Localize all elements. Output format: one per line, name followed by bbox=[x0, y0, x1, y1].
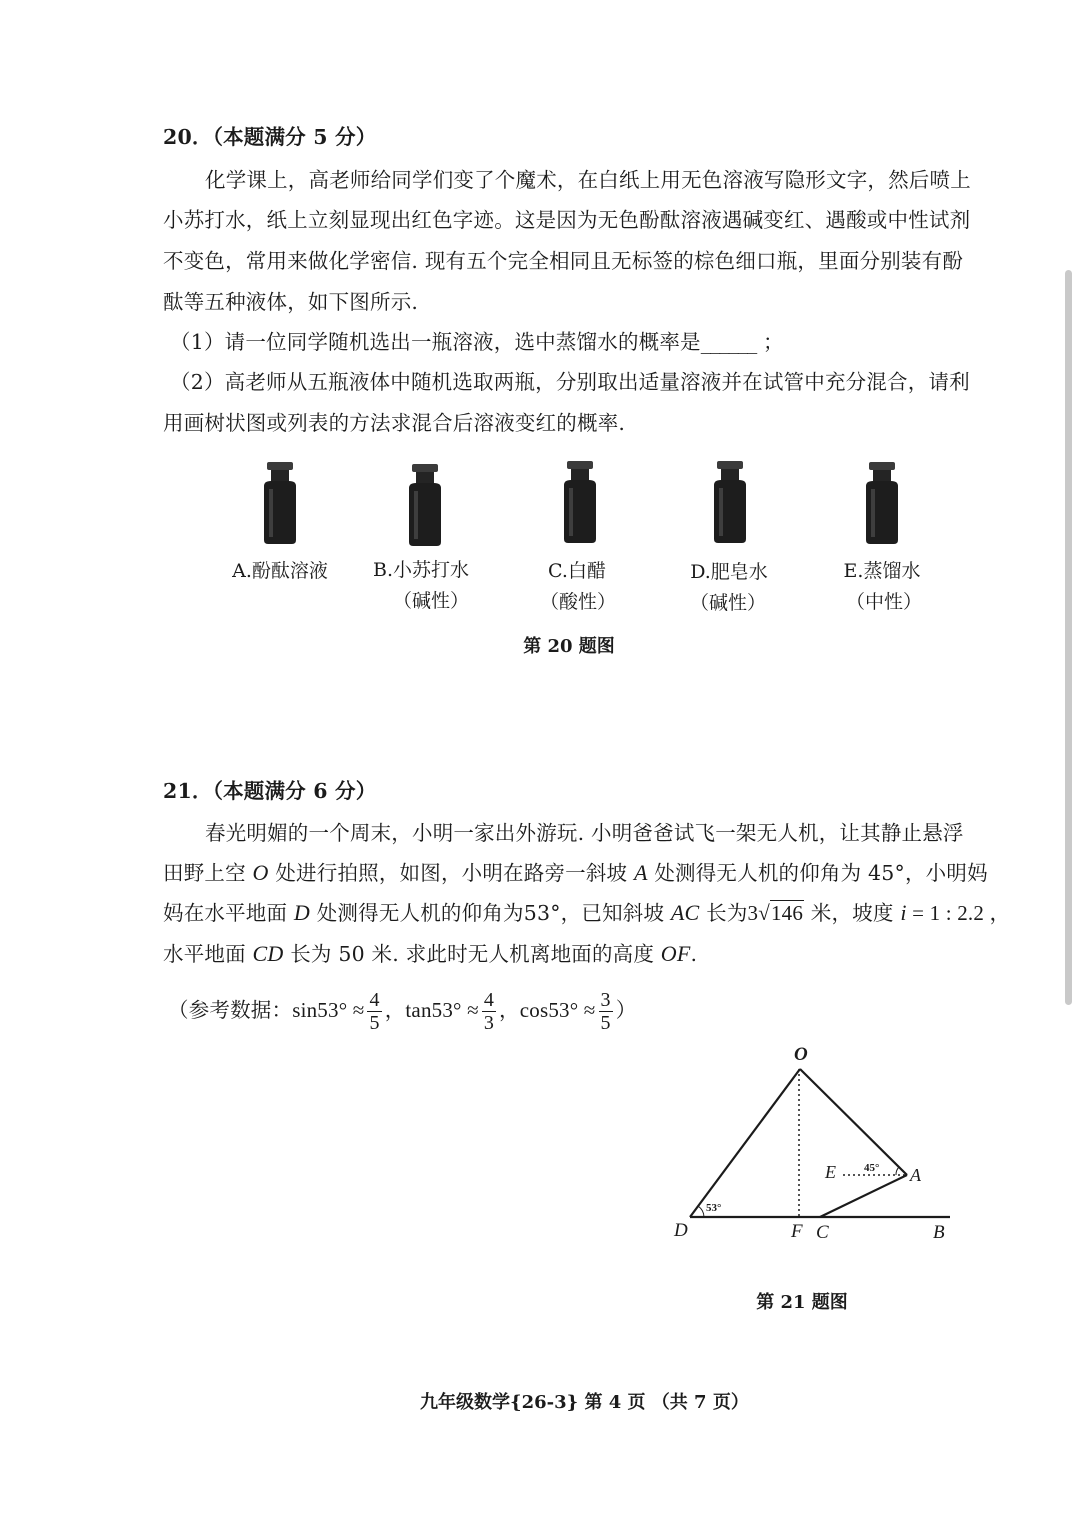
line-do bbox=[690, 1069, 800, 1217]
slope-ratio: = 1 : 2.2 ， bbox=[906, 901, 1011, 925]
line-oa bbox=[800, 1069, 907, 1175]
bottle-label: C.白醋 bbox=[548, 560, 606, 582]
slope-symbol: i bbox=[900, 900, 907, 925]
text-segment: 田野上空 bbox=[163, 861, 253, 885]
q21-paragraph-line: 春光明媚的一个周末，小明一家出外游玩. 小明爸爸试飞一架无人机，让其静止悬浮 bbox=[205, 821, 964, 845]
text-segment: （参考数据： bbox=[168, 998, 293, 1022]
tan-expression: tan53° ≈ bbox=[405, 998, 479, 1022]
q21-heading: 21．（本题满分 6 分） bbox=[163, 779, 377, 803]
text-segment: 长为 50 米. 求此时无人机离地面的高度 bbox=[283, 942, 661, 966]
q21-figure-caption: 第 21 题图 bbox=[756, 1292, 848, 1313]
q20-figure-caption: 第 20 题图 bbox=[523, 636, 615, 657]
denominator: 3 bbox=[483, 1012, 495, 1034]
cos-expression: cos53° ≈ bbox=[519, 998, 596, 1022]
bottle-label: B.小苏打水 bbox=[372, 559, 470, 581]
fraction bbox=[482, 989, 496, 1034]
text-segment: ） bbox=[615, 998, 637, 1022]
bottle-label: A.酚酞溶液 bbox=[232, 560, 328, 582]
text-segment: 米，坡度 bbox=[804, 901, 901, 925]
q20-paragraph-line: 不变色，常用来做化学密信. 现有五个完全相同且无标签的棕色细口瓶，里面分别装有酚 bbox=[163, 249, 964, 273]
q21-reference-data bbox=[168, 988, 636, 1034]
label-e: E bbox=[825, 1162, 836, 1182]
sin-expression: sin53° ≈ bbox=[292, 998, 365, 1022]
bottle-note: （中性） bbox=[845, 591, 923, 613]
bottle-note: （碱性） bbox=[689, 592, 767, 614]
fraction bbox=[599, 989, 613, 1034]
q20-part1-end: ； bbox=[762, 330, 784, 354]
sqrt-radicand: 146 bbox=[770, 901, 804, 925]
q21-geometry-figure bbox=[660, 1040, 970, 1250]
label-a: A bbox=[910, 1165, 921, 1185]
bottle-icon bbox=[708, 461, 752, 543]
text-segment: . bbox=[690, 942, 698, 966]
bottle-note: （酸性） bbox=[539, 591, 617, 613]
bottle-d bbox=[708, 461, 752, 543]
point-label: O bbox=[252, 860, 269, 885]
q20-part2-line: （2）高老师从五瓶液体中随机选取两瓶，分别取出适量溶液并在试管中充分混合，请利 bbox=[170, 370, 970, 394]
q21-paragraph-line bbox=[163, 860, 988, 886]
q20-paragraph-line: 小苏打水，纸上立刻显现出红色字迹。这是因为无色酚酞溶液遇碱变红、遇酸或中性试剂 bbox=[163, 208, 971, 232]
angle-arc-d bbox=[698, 1206, 704, 1217]
q20-paragraph-line: 酞等五种液体，如下图所示. bbox=[163, 290, 419, 314]
bottle-icon bbox=[258, 462, 302, 544]
bottle-icon bbox=[403, 464, 447, 546]
bottle-label: D.肥皂水 bbox=[690, 561, 768, 583]
q20-heading: 20．（本题满分 5 分） bbox=[163, 125, 377, 149]
bottle-e bbox=[860, 462, 904, 544]
text-segment: 处进行拍照，如图，小明在路旁一斜坡 bbox=[268, 861, 634, 885]
bottle-c bbox=[558, 461, 602, 543]
bottle-icon bbox=[558, 461, 602, 543]
bottle-note: （碱性） bbox=[392, 590, 470, 612]
bottle-a bbox=[258, 462, 302, 544]
numerator: 3 bbox=[600, 989, 611, 1011]
bottle-b bbox=[403, 464, 447, 546]
segment-label: OF bbox=[660, 941, 691, 966]
text-segment: 处测得无人机的仰角为53°，已知斜坡 bbox=[310, 901, 671, 925]
angle-label-53: 53° bbox=[706, 1202, 722, 1214]
numerator: 4 bbox=[483, 989, 495, 1011]
denominator: 5 bbox=[369, 1012, 380, 1034]
label-c: C bbox=[816, 1222, 829, 1243]
q21-paragraph-line bbox=[163, 941, 697, 967]
segment-label: AC bbox=[670, 900, 700, 925]
q21-paragraph-line bbox=[163, 900, 1011, 926]
point-label: A bbox=[633, 860, 648, 885]
bottle-icon bbox=[860, 462, 904, 544]
fraction bbox=[367, 989, 381, 1034]
separator: ， bbox=[384, 998, 406, 1022]
sqrt-coefficient: 3 bbox=[747, 901, 759, 925]
q20-part1 bbox=[170, 329, 784, 355]
separator: ， bbox=[499, 998, 520, 1022]
q20-paragraph-line: 化学课上，高老师给同学们变了个魔术，在白纸上用无色溶液写隐形文字，然后喷上 bbox=[205, 168, 971, 192]
segment-label: CD bbox=[252, 941, 284, 966]
text-segment: 妈在水平地面 bbox=[163, 901, 294, 925]
label-b: B bbox=[933, 1222, 945, 1243]
label-o: O bbox=[794, 1044, 808, 1065]
label-f: F bbox=[791, 1221, 803, 1242]
scrollbar[interactable] bbox=[1065, 270, 1072, 1005]
angle-arc-a bbox=[896, 1167, 899, 1175]
page-footer: 九年级数学{26-3} 第 4 页 （共 7 页） bbox=[420, 1392, 749, 1413]
text-segment: 处测得无人机的仰角为 45°，小明妈 bbox=[647, 861, 988, 885]
point-label: D bbox=[293, 900, 311, 925]
denominator: 5 bbox=[600, 1012, 611, 1034]
sqrt-expression: 3√146 bbox=[747, 901, 804, 925]
answer-blank: ______ bbox=[700, 330, 757, 354]
text-segment: 水平地面 bbox=[163, 942, 253, 966]
label-d: D bbox=[674, 1220, 688, 1241]
angle-label-45: 45° bbox=[864, 1162, 880, 1174]
q20-part1-text: （1）请一位同学随机选出一瓶溶液，选中蒸馏水的概率是 bbox=[170, 330, 701, 354]
bottle-label: E.蒸馏水 bbox=[843, 560, 921, 582]
text-segment: 长为 bbox=[699, 901, 748, 925]
q20-part2-line: 用画树状图或列表的方法求混合后溶液变红的概率. bbox=[163, 411, 626, 435]
numerator: 4 bbox=[369, 989, 380, 1011]
